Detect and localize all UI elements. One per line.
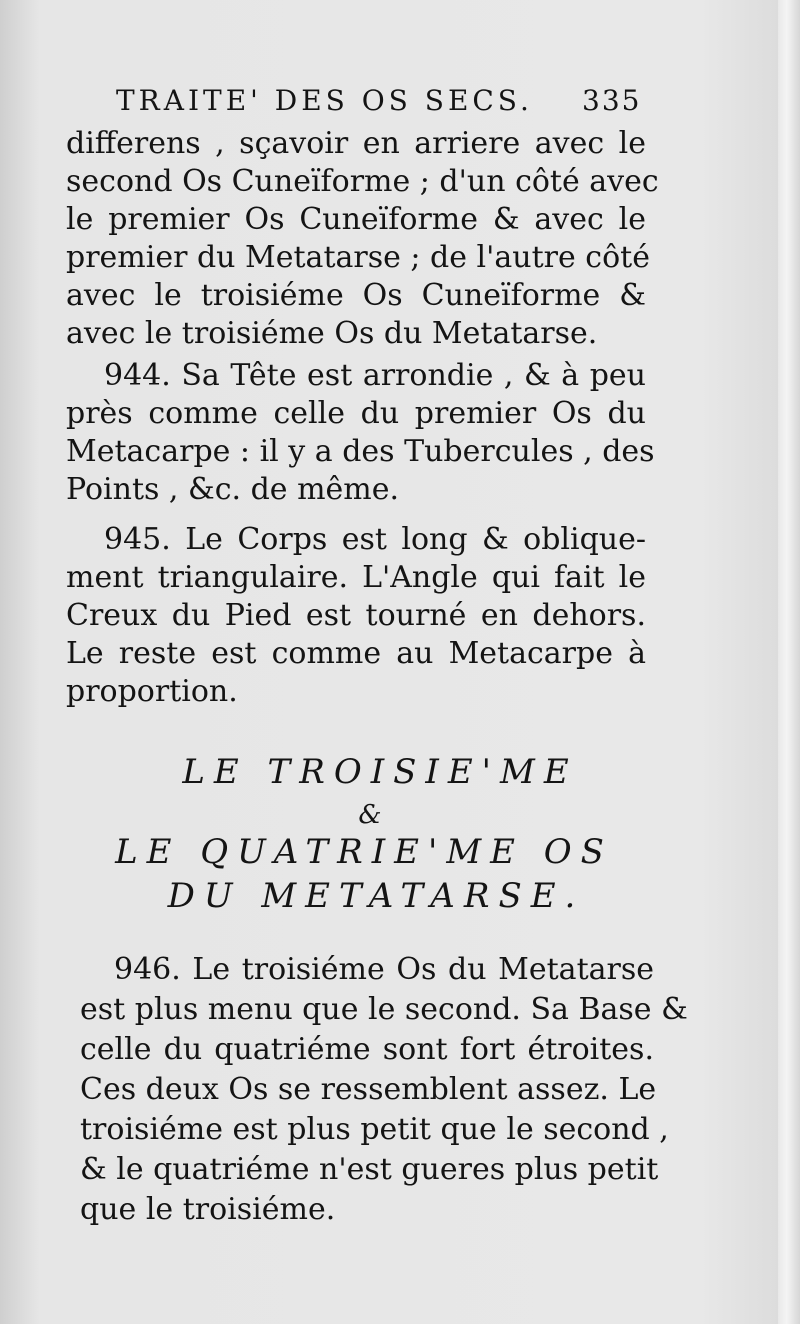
text-line: differens , sçavoir en arriere avec le (66, 126, 646, 161)
text-line: avec le troisiéme Os du Metatarse. (66, 316, 598, 351)
text-line: & le quatriéme n'est gueres plus petit (80, 1152, 659, 1187)
text-line: Metacarpe : il y a des Tubercules , des (66, 434, 655, 469)
section-heading-line-3: DU METATARSE. (167, 876, 585, 916)
section-heading-line-1: LE TROISIE'ME (182, 752, 578, 792)
section-heading-line-2: LE QUATRIE'ME OS (115, 832, 613, 872)
text-line: près comme celle du premier Os du (66, 396, 646, 431)
text-line: le premier Os Cuneïforme & avec le (66, 202, 646, 237)
running-head-title: TRAITE' DES OS SECS. (116, 84, 533, 117)
text-line: Ces deux Os se ressemblent assez. Le (80, 1072, 657, 1107)
text-line: avec le troisiéme Os Cuneïforme & (66, 278, 646, 313)
page-number: 335 (582, 84, 642, 117)
text-line: est plus menu que le second. Sa Base & (80, 992, 688, 1027)
page-edge (778, 0, 800, 1324)
text-line: ment triangulaire. L'Angle qui fait le (66, 560, 646, 595)
text-line: que le troisiéme. (80, 1192, 336, 1227)
text-line: Le reste est comme au Metacarpe à (66, 636, 646, 671)
section-heading-ampersand: & (358, 800, 382, 830)
text-line: premier du Metatarse ; de l'autre côté (66, 240, 650, 275)
text-line: second Os Cuneïforme ; d'un côté avec (66, 164, 659, 199)
text-line: Points , &c. de même. (66, 472, 400, 507)
text-line: 945. Le Corps est long & oblique- (104, 522, 646, 557)
text-line: 944. Sa Tête est arrondie , & à peu (104, 358, 646, 393)
text-line: troisiéme est plus petit que le second , (80, 1112, 669, 1147)
text-line: 946. Le troisiéme Os du Metatarse (114, 952, 654, 987)
text-line: Creux du Pied est tourné en dehors. (66, 598, 646, 633)
text-line: proportion. (66, 674, 238, 709)
text-line: celle du quatriéme sont fort étroites. (80, 1032, 654, 1067)
